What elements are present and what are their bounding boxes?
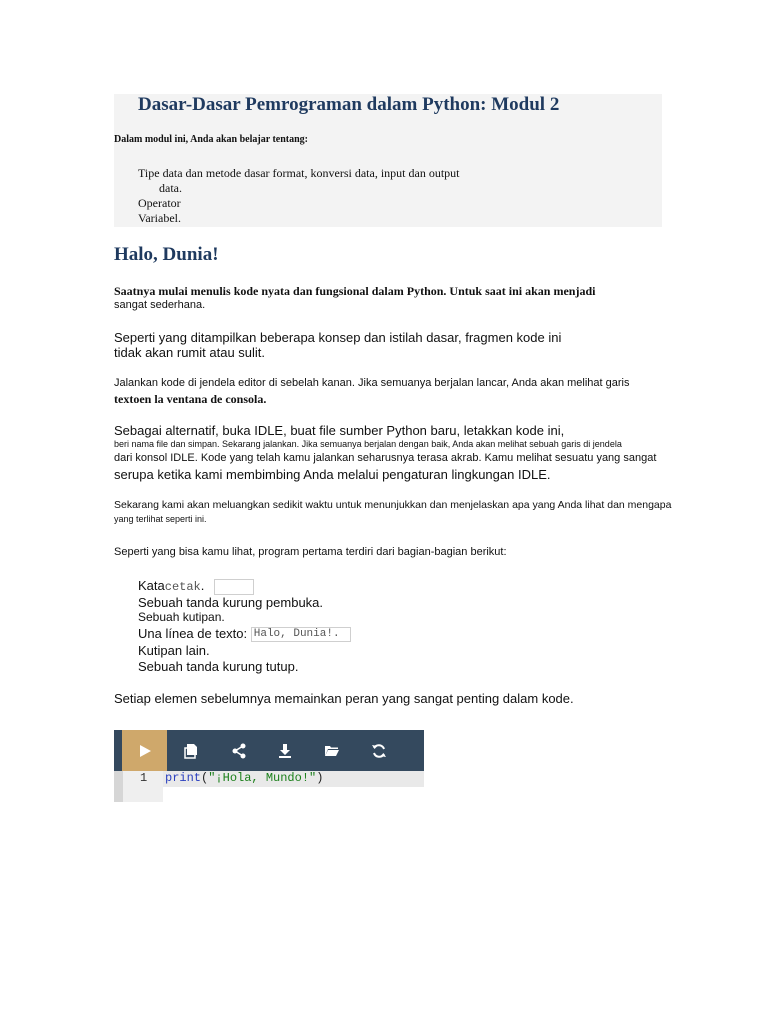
paragraph-4-line-4: serupa ketika kami membimbing Anda melalui pengaturan lingkungan IDLE.: [114, 467, 551, 482]
open-button[interactable]: [309, 730, 355, 771]
page-title: Dasar-Dasar Pemrograman dalam Python: Modul 2: [138, 94, 560, 115]
download-button[interactable]: [262, 730, 308, 771]
code-paren-open: (: [201, 771, 209, 785]
list-item-text: Sebuah tanda kurung tutup.: [138, 659, 299, 674]
code-keyword: print: [165, 771, 202, 785]
copy-button[interactable]: [169, 730, 215, 771]
list-item-text: Kata: [138, 578, 165, 593]
editor-toolbar: [114, 730, 424, 771]
paragraph-5-line-1: Sekarang kami akan meluangkan sedikit waktu untuk menunjukkan dan menjelaskan apa yang Anda lihat dan mengapa: [114, 499, 672, 511]
intro-text: Dalam modul ini, Anda akan belajar tentang:: [114, 134, 309, 145]
share-button[interactable]: [216, 730, 262, 771]
paragraph-4-line-2: beri nama file dan simpan. Sekarang jalankan. Jika semuanya berjalan dengan baik, Anda akan melihat sebuah garis di jendela: [114, 439, 622, 449]
code-line[interactable]: [165, 771, 323, 785]
code-paren-close: ): [316, 771, 324, 785]
list-item-3: [138, 610, 225, 624]
reset-button[interactable]: [356, 730, 402, 771]
paragraph-2-line-1: Seperti yang ditampilkan beberapa konsep dan istilah dasar, fragmen kode ini: [114, 330, 562, 345]
paragraph-1-bold: Saatnya mulai menulis kode nyata dan fungsional dalam Python. Untuk saat ini akan menjadi: [114, 284, 596, 298]
list-item-1: [138, 578, 254, 595]
paragraph-2-line-2: tidak akan rumit atau sulit.: [114, 345, 266, 360]
reset-icon: [371, 743, 387, 759]
header-bullet-2: [138, 196, 181, 211]
list-item-text: Kutipan lain.: [138, 643, 210, 658]
paragraph-5-line-2: yang terlihat seperti ini.: [114, 514, 207, 524]
paragraph-3-line-2: textoen la ventana de consola.: [114, 392, 267, 406]
copy-icon: [184, 743, 200, 759]
paragraph-7: Setiap elemen sebelumnya memainkan peran yang sangat penting dalam kode.: [114, 691, 574, 706]
run-button[interactable]: [122, 730, 167, 771]
list-item-text: Sebuah tanda kurung pembuka.: [138, 595, 324, 610]
download-icon: [277, 743, 293, 759]
code-string: "¡Hola, Mundo!": [208, 771, 317, 785]
inline-code: cetak: [164, 580, 201, 594]
paragraph-3-line-1: Jalankan kode di jendela editor di sebelah kanan. Jika semuanya berjalan lancar, Anda akan melihat garis: [114, 377, 630, 389]
paragraph-4-line-3: dari konsol IDLE. Kode yang telah kamu jalankan seharusnya terasa akrab. Kamu melihat sesuatu yang sangat: [114, 452, 657, 464]
bullet-text: Variabel.: [138, 211, 181, 225]
inline-code-box: [214, 579, 254, 595]
list-item-text: Sebuah kutipan.: [138, 610, 225, 624]
list-item-6: [138, 659, 298, 674]
list-item-5: [138, 643, 210, 658]
header-bullet-3: [138, 211, 181, 226]
bullet-text: Operator: [138, 196, 181, 210]
editor-scroll-edge: [114, 771, 123, 802]
paragraph-1-rest: sangat sederhana.: [114, 299, 206, 311]
share-icon: [231, 743, 247, 759]
list-item-2: [138, 595, 323, 610]
paragraph-4-line-1: Sebagai alternatif, buka IDLE, buat file sumber Python baru, letakkan kode ini,: [114, 423, 565, 438]
list-item-4: [138, 626, 351, 642]
list-item-text: Una línea de texto:: [138, 626, 251, 641]
header-bullet-1: [138, 166, 459, 181]
list-item-dot: .: [200, 578, 205, 593]
section-heading: Halo, Dunia!: [114, 244, 219, 265]
line-number: 1: [140, 771, 148, 785]
bullet-text: Tipe data dan metode dasar format, konversi data, input dan output: [138, 166, 460, 180]
paragraph-6: Seperti yang bisa kamu lihat, program pertama terdiri dari bagian-bagian berikut:: [114, 546, 507, 558]
play-icon: [138, 744, 152, 758]
inline-code: Halo, Dunia!.: [251, 627, 351, 642]
open-folder-icon: [324, 744, 340, 758]
header-bullet-1-cont: data.: [159, 181, 182, 195]
